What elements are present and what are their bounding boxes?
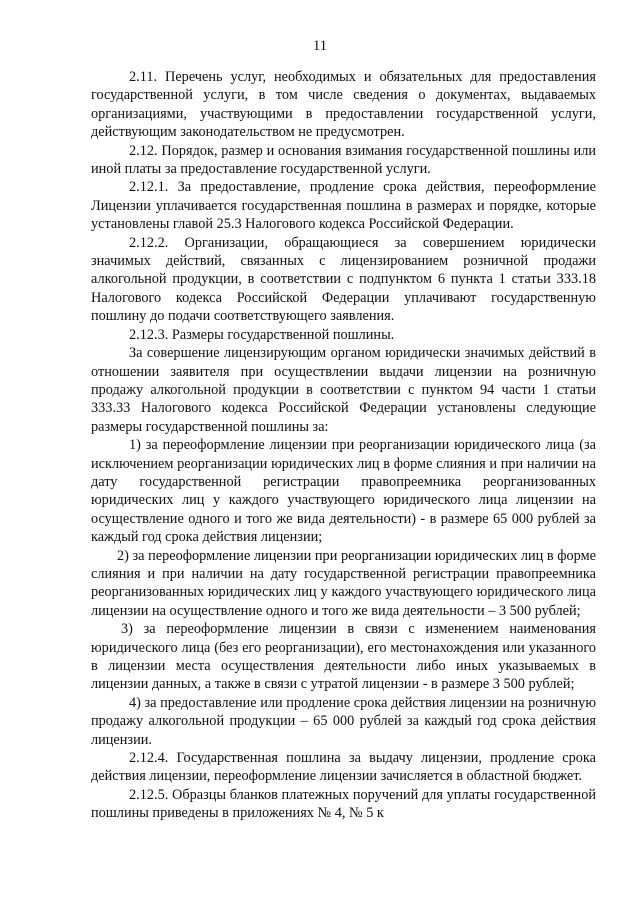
paragraph-2-12-1: 2.12.1. За предоставление, продление срока действия, переоформление Лицензии уплачивается государственная пошлина в размерах и порядке, которые установлены главой 25.3 Налогового кодекса Российской Федерации.	[91, 179, 596, 233]
page-number: 11	[313, 38, 327, 54]
paragraph-2-12-5: 2.12.5. Образцы бланков платежных поручений для уплаты государственной пошлины приведены в приложениях № 4, № 5 к	[91, 786, 596, 822]
list-item-1: 1) за переоформление лицензии при реорганизации юридического лица (за исключением реорганизации юридических лиц в форме слияния и при наличии на дату государственной регистрации правопреемника реорганизованных юридических лиц у каждого участвующего юридического лица лицензии на осуществление одного и того же вида деятельности) - в размере 65 000 рублей за каждый год срока действия лицензии;	[91, 437, 596, 546]
list-item-2: 2) за переоформление лицензии при реорганизации юридических лиц в форме слияния и при наличии на дату государственной регистрации правопреемника реорганизованных юридических лиц у каждого участвующего юридического лица лицензии на осуществление одного и того же вида деятельности – 3 500 рублей;	[91, 547, 596, 619]
paragraph-2-12-3: 2.12.3. Размеры государственной пошлины.	[129, 326, 395, 343]
list-item-4: 4) за предоставление или продление срока действия лицензии на розничную продажу алкогольной продукции – 65 000 рублей за каждый год срока действия лицензии.	[91, 694, 596, 748]
paragraph-2-12-2: 2.12.2. Организации, обращающиеся за совершением юридически значимых действий, связанных с лицензированием розничной продажи алкогольной продукции, в соответствии с подпунктом 6 пункта 1 статьи 333.18 Налогового кодекса Российской Федерации уплачивают государственную пошлину до подачи соответствующего заявления.	[91, 234, 596, 325]
paragraph-fee-intro: За совершение лицензирующим органом юридически значимых действий в отношении заявителя при осуществлении выдачи лицензии на розничную продажу алкогольной продукции в соответствии с пунктом 94 части 1 статьи 333.33 Налогового кодекса Российской Федерации установлены следующие размеры государственной пошлины за:	[91, 345, 596, 435]
paragraph-2-12: 2.12. Порядок, размер и основания взимания государственной пошлины или иной платы за предоставление государственной услуги.	[91, 142, 596, 178]
document-body	[91, 68, 596, 823]
paragraph-2-11: 2.11. Перечень услуг, необходимых и обязательных для предоставления государственной услуги, в том числе сведения о документах, выдаваемых организациями, участвующими в предоставлении государственной услуги, действующим законодательством не предусмотрен.	[91, 69, 596, 141]
list-item-3: 3) за переоформление лицензии в связи с изменением наименования юридического лица (без его реорганизации), его местонахождения или указанного в лицензии места осуществления деятельности либо иных указываемых в лицензии данных, а также в связи с утратой лицензии - в размере 3 500 рублей;	[91, 621, 596, 693]
paragraph-2-12-4: 2.12.4. Государственная пошлина за выдачу лицензии, продление срока действия лицензии, переоформление лицензии зачисляется в областной бюджет.	[91, 750, 596, 785]
